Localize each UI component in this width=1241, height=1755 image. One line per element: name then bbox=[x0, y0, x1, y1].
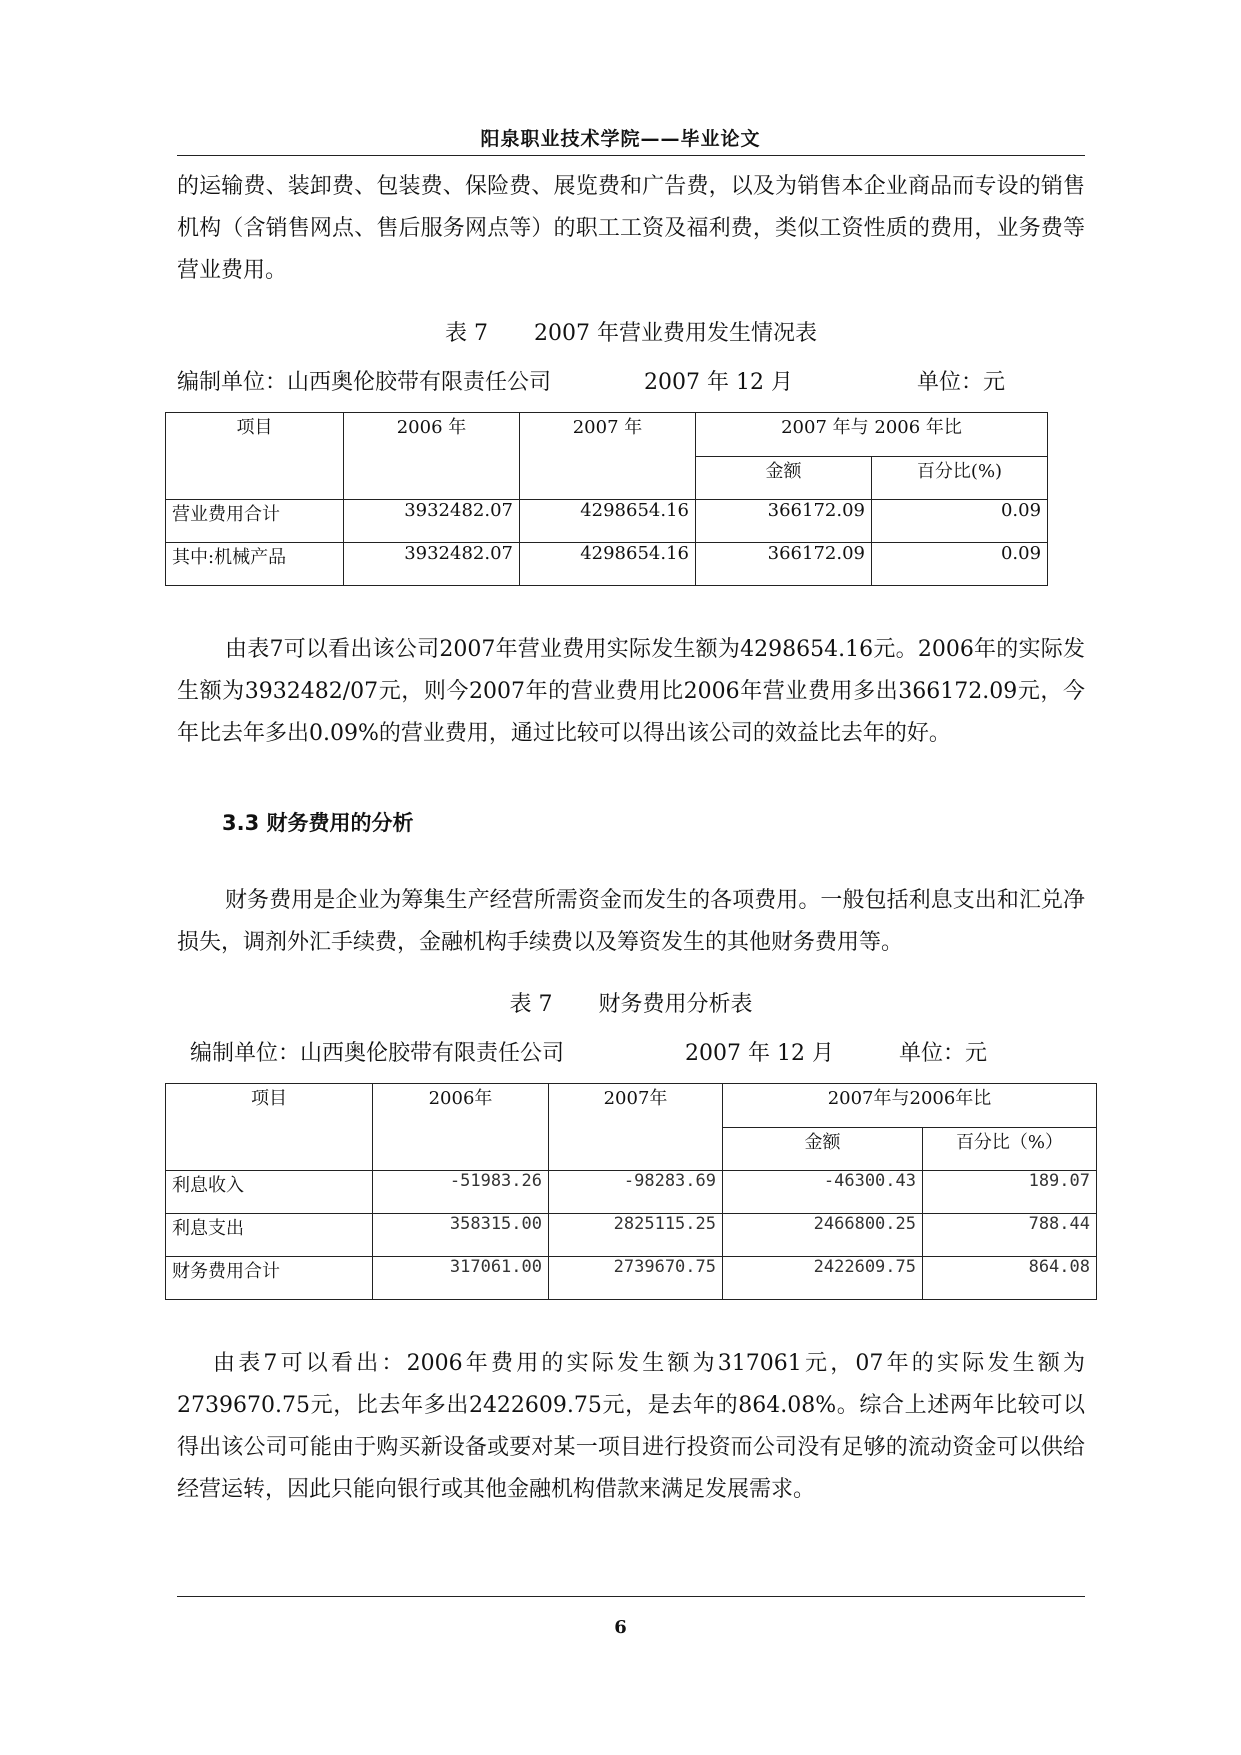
cell-percent: 189.07 bbox=[923, 1171, 1097, 1214]
table-header-row bbox=[166, 413, 1048, 457]
cell-amount: 366172.09 bbox=[696, 500, 872, 543]
table-2-caption bbox=[177, 987, 1085, 1018]
header-item: 项目 bbox=[166, 413, 344, 500]
cell-2007: 4298654.16 bbox=[520, 543, 696, 586]
header-2007: 2007年 bbox=[549, 1084, 723, 1171]
cell-2006: 317061.00 bbox=[373, 1257, 549, 1300]
header-compare: 2007年与2006年比 bbox=[723, 1084, 1097, 1128]
paragraph-1: 的运输费、装卸费、包装费、保险费、展览费和广告费，以及为销售本企业商品而专设的销售机构（含销售网点、售后服务网点等）的职工工资及福利费，类似工资性质的费用，业务费等营业费用。 bbox=[177, 174, 1085, 283]
cell-2007: 2739670.75 bbox=[549, 1257, 723, 1300]
cell-2006: 3932482.07 bbox=[344, 543, 520, 586]
row-label: 利息支出 bbox=[166, 1214, 373, 1257]
table-header-row bbox=[166, 1084, 1097, 1128]
table-1-caption-number: 表 7 bbox=[445, 321, 488, 346]
cell-percent: 788.44 bbox=[923, 1214, 1097, 1257]
table-2-date: 2007 年 12 月 bbox=[685, 1041, 834, 1066]
table-1-unit: 单位：元 bbox=[917, 370, 1006, 395]
table-row bbox=[166, 1257, 1097, 1300]
cell-amount: -46300.43 bbox=[723, 1171, 923, 1214]
cell-percent: 0.09 bbox=[872, 543, 1048, 586]
cell-2007: 4298654.16 bbox=[520, 500, 696, 543]
header-compare: 2007 年与 2006 年比 bbox=[696, 413, 1048, 457]
row-label: 其中:机械产品 bbox=[166, 543, 344, 586]
table-2-org: 编制单位：山西奥伦胶带有限责任公司 bbox=[190, 1041, 565, 1066]
paragraph-2: 由表7可以看出该公司2007年营业费用实际发生额为4298654.16元。2006年的实际发生额为3932482/07元，则今2007年的营业费用比2006年营业费用多出366172.09元，今年比去年多出0.09%的营业费用，通过比较可以得出该公司的效益比去年的好。 bbox=[177, 637, 1085, 746]
cell-2006: 358315.00 bbox=[373, 1214, 549, 1257]
table-1-caption bbox=[177, 316, 1085, 347]
cell-amount: 2422609.75 bbox=[723, 1257, 923, 1300]
cell-percent: 864.08 bbox=[923, 1257, 1097, 1300]
footer-rule bbox=[177, 1596, 1085, 1597]
header-2006: 2006 年 bbox=[344, 413, 520, 500]
header-percent: 百分比(%) bbox=[872, 456, 1048, 500]
table-1-caption-title: 2007 年营业费用发生情况表 bbox=[534, 321, 817, 346]
header-2006: 2006年 bbox=[373, 1084, 549, 1171]
table-2-unit: 单位：元 bbox=[899, 1041, 988, 1066]
header-amount: 金额 bbox=[723, 1127, 923, 1171]
page-header: 阳泉职业技术学院——毕业论文 bbox=[480, 128, 761, 150]
table-row bbox=[166, 543, 1048, 586]
row-label: 财务费用合计 bbox=[166, 1257, 373, 1300]
header-rule bbox=[177, 155, 1085, 156]
table-2-caption-title: 财务费用分析表 bbox=[598, 992, 753, 1017]
row-label: 营业费用合计 bbox=[166, 500, 344, 543]
table-1-date: 2007 年 12 月 bbox=[644, 370, 793, 395]
cell-2007: -98283.69 bbox=[549, 1171, 723, 1214]
table-row bbox=[166, 1214, 1097, 1257]
cell-2006: -51983.26 bbox=[373, 1171, 549, 1214]
cell-2006: 3932482.07 bbox=[344, 500, 520, 543]
table-row bbox=[166, 500, 1048, 543]
cell-amount: 366172.09 bbox=[696, 543, 872, 586]
table-1-org: 编制单位：山西奥伦胶带有限责任公司 bbox=[177, 370, 552, 395]
table-financial-expenses bbox=[165, 1083, 1097, 1300]
page-number: 6 bbox=[614, 1617, 627, 1638]
cell-2007: 2825115.25 bbox=[549, 1214, 723, 1257]
header-item: 项目 bbox=[166, 1084, 373, 1171]
table-row bbox=[166, 1171, 1097, 1214]
header-amount: 金额 bbox=[696, 456, 872, 500]
header-2007: 2007 年 bbox=[520, 413, 696, 500]
table-operating-expenses bbox=[165, 412, 1048, 586]
paragraph-3: 财务费用是企业为筹集生产经营所需资金而发生的各项费用。一般包括利息支出和汇兑净损失，调剂外汇手续费，金融机构手续费以及筹资发生的其他财务费用等。 bbox=[177, 888, 1085, 955]
cell-amount: 2466800.25 bbox=[723, 1214, 923, 1257]
section-heading: 3.3 财务费用的分析 bbox=[222, 811, 414, 835]
header-percent: 百分比（%） bbox=[923, 1127, 1097, 1171]
paragraph-4: 由表7可以看出：2006年费用的实际发生额为317061元，07年的实际发生额为2739670.75元，比去年多出2422609.75元，是去年的864.08%。综合上述两年比较可以得出该公司可能由于购买新设备或要对某一项目进行投资而公司没有足够的流动资金可以供给经营运转，因此只能向银行或其他金融机构借款来满足发展需求。 bbox=[177, 1351, 1085, 1502]
cell-percent: 0.09 bbox=[872, 500, 1048, 543]
table-2-caption-number: 表 7 bbox=[509, 992, 553, 1017]
row-label: 利息收入 bbox=[166, 1171, 373, 1214]
